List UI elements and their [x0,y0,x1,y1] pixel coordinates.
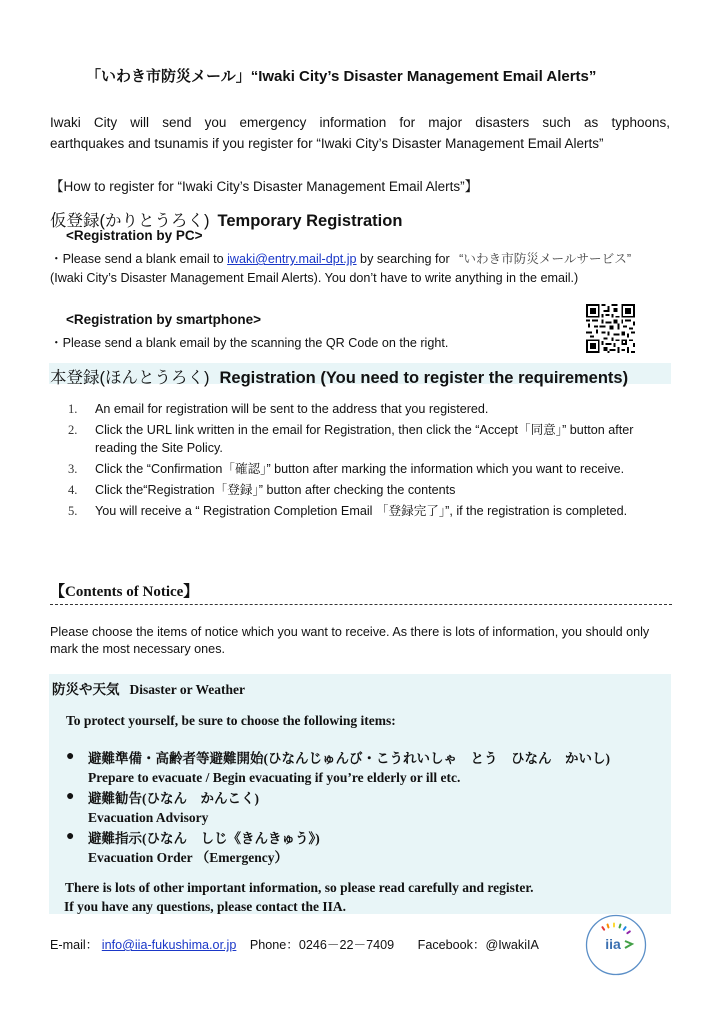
logo-text: iia [605,936,621,952]
pc-instruction-line-1 [50,248,631,267]
pc-line-prefix: ・Please send a blank email to [50,252,228,266]
email-label: E-mail： [50,938,99,952]
alerts-list [66,749,610,869]
alert-jp: 避難勧告(ひなん かんこく) [88,791,259,806]
bullet-icon: ● [66,749,75,764]
smartphone-instruction: ・Please send a blank email by the scanning the QR Code on the right. [50,336,449,350]
pc-instruction-line-2: (Iwaki City’s Disaster Management Email Alerts). You don’t have to write anything in the email.) [50,271,579,285]
category-jp: 防災や天気 [52,682,120,697]
temporary-heading-jp: 仮登録(かりとうろく) [50,212,210,230]
alert-jp: 避難指示(ひなん しじ《きんきゅう》) [88,831,320,846]
step-text: You will receive a “ Registration Completion Email 「登録完了」”, if the registration is completed. [95,504,628,518]
page-title: 「いわき市防災メール」“Iwaki City’s Disaster Management Email Alerts” [86,68,597,85]
intro-line-2: earthquakes and tsunamis if you register for “Iwaki City’s Disaster Management Email Alerts” [50,136,604,151]
footer-contact [50,934,539,953]
step-text: Click the“Registration「登録」” button after checking the contents [95,483,456,497]
pc-subheading: <Registration by PC> [66,228,203,243]
intro-paragraph [50,112,670,154]
step-text: Click the “Confirmation「確認」” button after marking the information which you want to receive. [95,462,625,476]
closing-line-1: There is lots of other important information, so please read carefully and register. [65,880,534,895]
step-number: 5. [68,504,78,518]
list-item [68,481,678,499]
notice-category-heading [52,678,245,698]
pc-line-jp: “いわき市防災メールサービス” [459,252,632,266]
facebook-handle: Facebook：@IwakiIA [417,938,539,952]
phone-number: Phone：0246－22－7409 [249,938,395,952]
dashed-divider [50,604,672,605]
smartphone-subheading: <Registration by smartphone> [66,312,262,327]
closing-line-2: If you have any questions, please contact the IIA. [64,899,347,914]
alert-en: Prepare to evacuate / Begin evacuating if you’re elderly or ill etc. [88,770,461,785]
contact-email-link[interactable]: info@iia-fukushima.or.jp [101,938,237,952]
list-item [66,789,610,827]
list-item [66,749,610,787]
list-item [68,400,678,418]
step-number: 2. [68,423,78,437]
pc-line-mid: by searching for [356,252,454,266]
closing-text [64,878,533,916]
list-item [66,829,610,867]
alert-en: Evacuation Advisory [88,810,209,825]
how-to-register-heading: 【How to register for “Iwaki City’s Disaster Management Email Alerts”】 [50,179,479,194]
category-en: Disaster or Weather [129,682,245,697]
list-item [68,502,678,520]
registration-email-link[interactable]: iwaki@entry.mail-dpt.jp [227,252,357,266]
registration-heading-en: Registration (You need to register the requirements) [219,369,629,387]
list-item [68,421,678,457]
step-number: 1. [68,402,78,416]
alert-jp: 避難準備・高齢者等避難開始(ひなんじゅんび・こうれいしゃ とう ひなん かいし) [88,751,610,766]
step-text: Click the URL link written in the email for Registration, then click the “Accept「同意」” button after reading the Site Policy. [95,423,634,455]
bullet-icon: ● [66,789,75,804]
alert-en: Evacuation Order （Emergency） [88,850,288,865]
choose-items-text: Please choose the items of notice which you want to receive. As there is lots of information, you should only mark the most necessary ones. [50,625,650,656]
protect-yourself-text: To protect yourself, be sure to choose the following items: [66,713,396,728]
step-text: An email for registration will be sent to the address that you registered. [95,402,489,416]
temporary-heading-en: Temporary Registration [217,212,403,230]
intro-line-1: Iwaki City will send you emergency information for major disasters such as typhoons, [50,115,670,130]
iia-logo [585,914,647,976]
bullet-icon: ● [66,829,75,844]
step-number: 4. [68,483,78,497]
registration-heading [50,364,628,388]
registration-heading-jp: 本登録(ほんとうろく) [50,369,210,387]
qr-code-icon[interactable] [586,304,635,353]
registration-steps-list [68,400,678,523]
contents-of-notice-heading: 【Contents of Notice】 [50,584,199,600]
step-number: 3. [68,462,78,476]
list-item [68,460,678,478]
